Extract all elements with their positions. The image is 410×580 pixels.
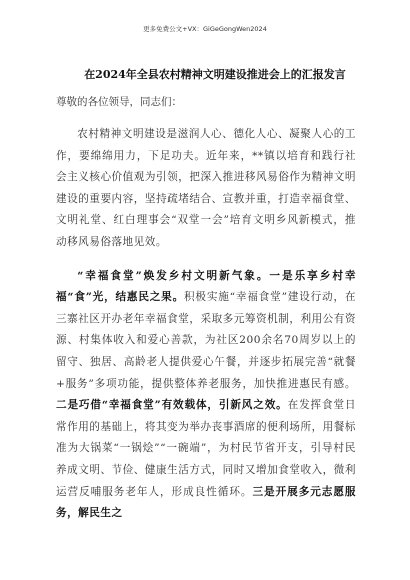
paragraph-text-2: 在发挥食堂日常作用的基础上，将其变为举办丧事酒席的便利场所，用餐标准为大锅菜“一锅烩”“一碗端”，为村民节省开支，引导村民养成文明、节俭、健康生活方式，同时又增加食堂收入，微利运营反哺服务老年人，形成良性循环。 xyxy=(56,399,357,498)
section-heading-2: 二是巧借“幸福食堂”有效载体，引新风之效。 xyxy=(56,399,288,412)
paragraph-intro: 农村精神文明建设是滋润人心、德化人心、凝聚人心的工作，要绵绵用力，下足功夫。近年来，**镇以培育和践行社会主义核心价值观为引领，把深入推进移风易俗作为精神文明建设的重要内容，坚持疏堵结合、宣教并重，打造幸福食堂、文明礼堂、红白理事会“双堂一会”培育文明乡风新模式，推动移风易俗落地见效。 xyxy=(56,128,356,248)
page-header: 更多免费公文+VX：GiGeGongWen2024 xyxy=(143,25,267,33)
document-body xyxy=(56,124,356,533)
paragraph-happy-canteen xyxy=(56,266,356,525)
section-heading-3: 三是开展多元志愿服务，解民生之 xyxy=(56,485,357,520)
salutation: 尊敬的各位领导，同志们： xyxy=(56,96,182,108)
section-heading-1: “幸福食堂”焕发乡村文明新气象。一是乐享乡村幸福“食”光，结惠民之果。 xyxy=(56,269,356,304)
document-title: 在2024年全县农村精神文明建设推进会上的汇报发言 xyxy=(84,68,346,81)
paragraph-text-1: 积极实施“幸福食堂”建设行动，在三寨社区开办老年幸福食堂，采取多元筹资机制，利用公有资源、村集体收入和爱心善款，为社区200余名70周岁以上的留守、独居、高龄老人提供爱心午餐，并逐步拓展完善“就餐+服务”多项功能，提供整体养老服务，加快推进惠民有感。 xyxy=(56,291,356,390)
